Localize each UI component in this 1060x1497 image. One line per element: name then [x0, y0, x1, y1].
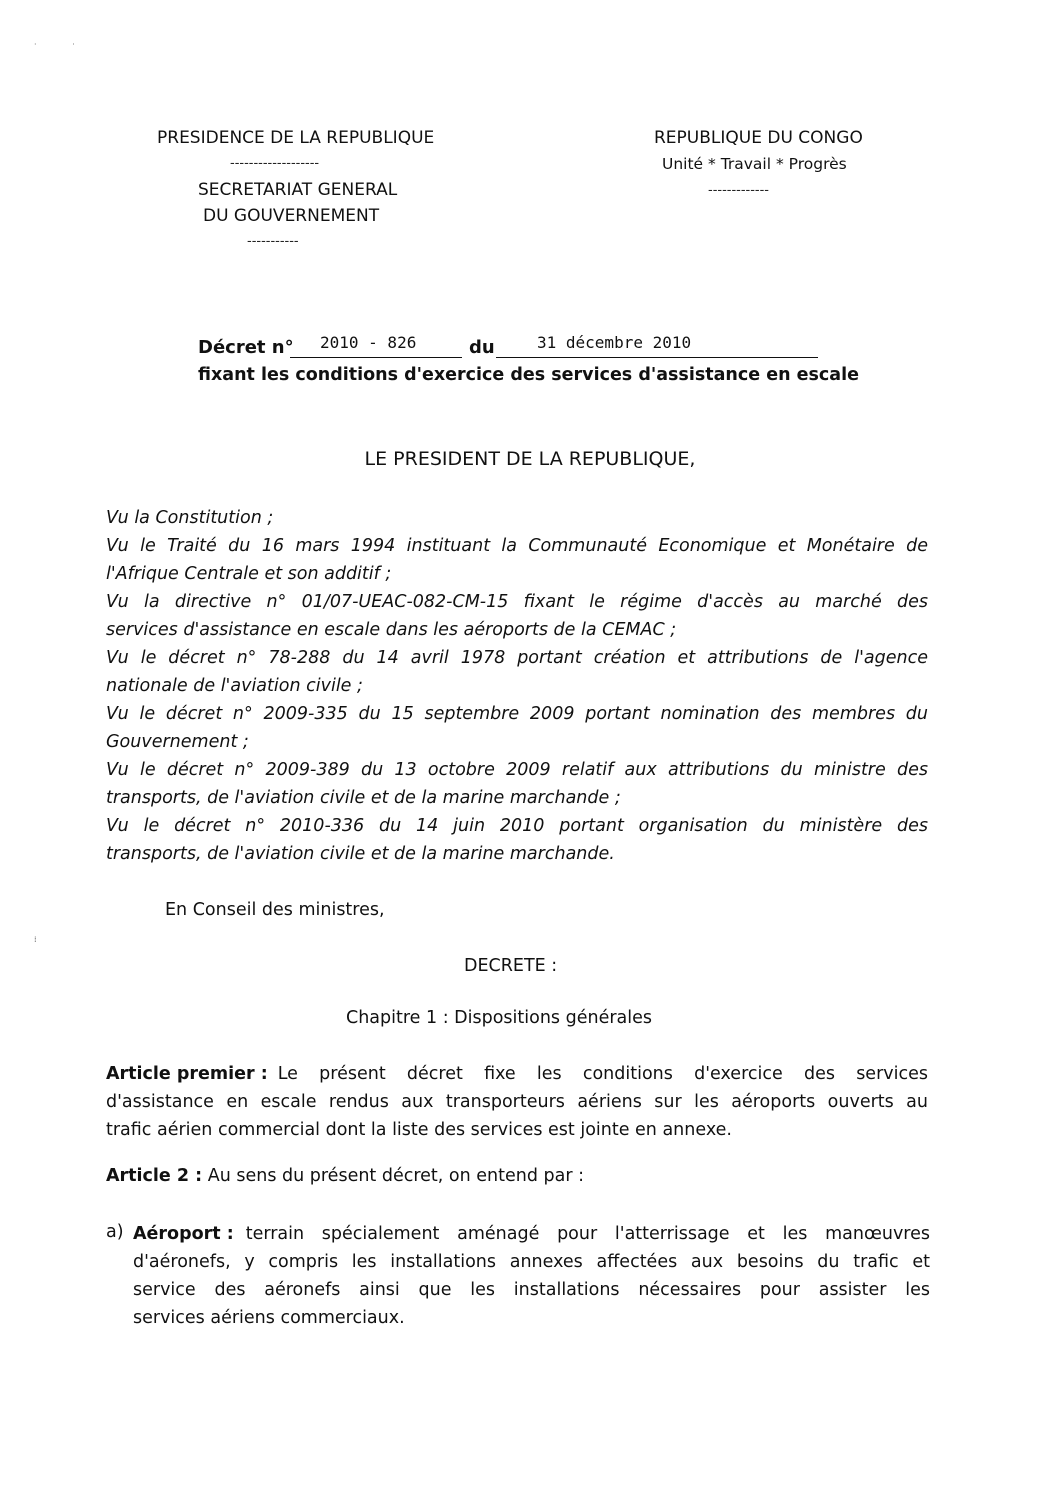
- president-heading: LE PRESIDENT DE LA REPUBLIQUE,: [364, 448, 696, 470]
- visa-line: Vu le décret n° 2010-336 du 14 juin 2010 portant organisation du ministère des: [106, 816, 928, 836]
- visas-list: [106, 504, 928, 868]
- conseil-line: En Conseil des ministres,: [165, 900, 385, 920]
- visa-line: Vu la directive n° 01/07-UEAC-082-CM-15 fixant le régime d'accès au marché des: [106, 592, 928, 612]
- visa-line: transports, de l'aviation civile et de la marine marchande ;: [106, 788, 621, 808]
- definition-a-line: terrain spécialement aménagé pour l'atterrissage et les manœuvres: [245, 1224, 930, 1244]
- visa-line: l'Afrique Centrale et son additif ;: [106, 564, 392, 584]
- header-left-title: PRESIDENCE DE LA REPUBLIQUE: [157, 128, 435, 148]
- definition-a-marker: a): [106, 1222, 124, 1242]
- decree-label: Décret n°: [198, 337, 294, 358]
- visa-line: Gouvernement ;: [106, 732, 249, 752]
- decree-date-line: [496, 357, 818, 358]
- header-left-divider-2: -----------: [247, 234, 299, 249]
- visa-line: Vu le décret n° 2009-335 du 15 septembre 2009 portant nomination des membres du: [106, 704, 928, 724]
- header-right-divider: -------------: [708, 183, 769, 198]
- chapter-heading: Chapitre 1 : Dispositions générales: [346, 1008, 653, 1028]
- definition-a-line: services aériens commerciaux.: [133, 1308, 405, 1328]
- header-right-motto: Unité * Travail * Progrès: [662, 155, 847, 173]
- article-1-line: d'assistance en escale rendus aux transporteurs aériens sur les aéroports ouverts au: [106, 1092, 928, 1112]
- article-1-label: Article premier :: [106, 1064, 268, 1084]
- scan-speck: · ·: [34, 40, 75, 49]
- decrete-heading: DECRETE :: [464, 956, 558, 976]
- visa-line: services d'assistance en escale dans les aéroports de la CEMAC ;: [106, 620, 677, 640]
- visa-line: nationale de l'aviation civile ;: [106, 676, 363, 696]
- decree-date: 31 décembre 2010: [537, 333, 692, 352]
- scan-speck: ⁞: [34, 935, 37, 944]
- visa-line: Vu le décret n° 78-288 du 14 avril 1978 portant création et attributions de l'agence: [106, 648, 928, 668]
- article-2: [106, 1166, 584, 1186]
- visa-line: Vu le décret n° 2009-389 du 13 octobre 2009 relatif aux attributions du ministre des: [106, 760, 928, 780]
- visa-line: transports, de l'aviation civile et de la marine marchande.: [106, 844, 615, 864]
- article-2-label: Article 2 :: [106, 1166, 203, 1186]
- visa-line: Vu le Traité du 16 mars 1994 instituant la Communauté Economique et Monétaire de: [106, 536, 928, 556]
- article-1-line: trafic aérien commercial dont la liste des services est jointe en annexe.: [106, 1120, 732, 1140]
- header-right-title: REPUBLIQUE DU CONGO: [654, 128, 863, 148]
- article-1-line: Le présent décret fixe les conditions d'exercice des services: [277, 1064, 928, 1084]
- header-left-gouvernement: DU GOUVERNEMENT: [203, 206, 380, 226]
- header-left-divider: -------------------: [230, 156, 320, 171]
- article-2-text: Au sens du présent décret, on entend par :: [207, 1166, 585, 1186]
- decree-number-line: [290, 357, 462, 358]
- visa-line: Vu la Constitution ;: [106, 508, 274, 528]
- decree-number: 2010 - 826: [320, 333, 417, 352]
- definition-a-term: Aéroport :: [133, 1224, 234, 1244]
- definition-a-line: d'aéronefs, y compris les installations annexes affectées aux besoins du trafic et: [133, 1252, 930, 1272]
- decree-subtitle: fixant les conditions d'exercice des services d'assistance en escale: [198, 365, 859, 385]
- article-1: [106, 1060, 928, 1144]
- decree-du: du: [469, 337, 495, 358]
- definition-a: [133, 1220, 930, 1332]
- header-left-secretariat: SECRETARIAT GENERAL: [198, 180, 398, 200]
- definition-a-line: service des aéronefs ainsi que les installations nécessaires pour assister les: [133, 1280, 930, 1300]
